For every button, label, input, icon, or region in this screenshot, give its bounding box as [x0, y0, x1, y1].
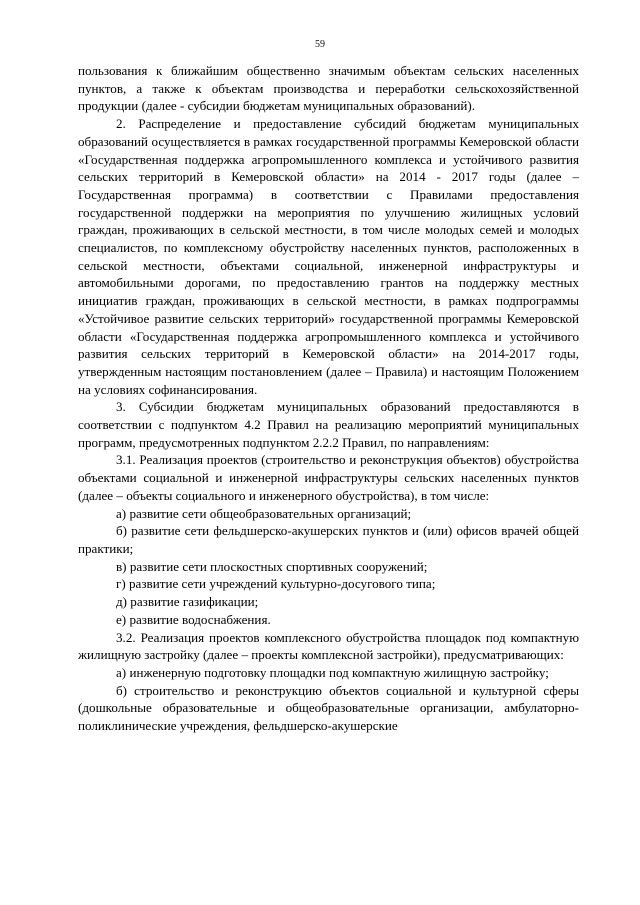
list-item-e: е) развитие водоснабжения. [116, 611, 271, 627]
list-item-a-engineering: а) инженерную подготовку площадки под компактную жилищную застройку; [116, 664, 549, 680]
paragraph-2-distribution: 2. Распределение и предоставление субсидий бюджетам муниципальных образований осуществляется в рамках государственной программы Кемеровской области «Государственная поддержка агропромышленного комплекса и устойчивого развития сельских территорий в Кемеровской области» на 2014 - 2017 годы (далее – Государственная программа) в соответствии с Правилами предоставления государственной поддержки на мероприятия по улучшению жилищных условий граждан, проживающих в сельской местности, в том числе молодых семей и молодых специалистов, по комплексному обустройству населенных пунктов, расположенных в сельской местности, объектами социальной, инженерной инфраструктуры и автомобильными дорогами, по предоставлению грантов на поддержку местных инициатив граждан, проживающих в сельской местности, в рамках подпрограммы «Устойчивое развитие сельских территорий» государственной программы Кемеровской области «Государственная поддержка агропромышленного комплекса и устойчивого развития сельских территорий в Кемеровской области» на 2014-2017 годы, утвержденным настоящим постановлением (далее – Правила) и настоящим Положением на условиях софинансирования. [78, 116, 579, 397]
paragraph-3-2-complex: 3.2. Реализация проектов комплексного обустройства площадок под компактную жилищную застройку (далее – проекты комплексной застройки), предусматривающих: [78, 629, 579, 663]
paragraph-3-subsidies: 3. Субсидии бюджетам муниципальных образований предоставляются в соответствии с подпунктом 4.2 Правил на реализацию мероприятий муниципальных программ, предусмотренных подпунктом 2.2.2 Правил, по направлениям: [78, 399, 579, 450]
paragraph-continuation: пользования к ближайшим общественно значимым объектам сельских населенных пунктов, а также к объектам производства и переработки сельскохозяйственной продукции (далее - субсидии бюджетам муниципальных образований). [78, 63, 579, 114]
list-item-g: г) развитие сети учреждений культурно-досугового типа; [116, 576, 436, 592]
list-item-b: б) развитие сети фельдшерско-акушерских пунктов и (или) офисов врачей общей практики; [78, 523, 579, 556]
document-body [78, 62, 579, 735]
list-item-a: а) развитие сети общеобразовательных организаций; [116, 505, 412, 521]
paragraph-3-1-projects: 3.1. Реализация проектов (строительство и реконструкция объектов) обустройства объектами социальной и инженерной инфраструктуры сельских населенных пунктов (далее – объекты социального и инженерного обустройства), в том числе: [78, 452, 579, 503]
list-item-b-construction: б) строительство и реконструкцию объектов социальной и культурной сферы (дошкольные образовательные и общеобразовательные организации, амбулаторно-поликлинические учреждения, фельдшерско-акушерские [78, 682, 579, 734]
list-item-d: д) развитие газификации; [116, 594, 259, 610]
list-item-v: в) развитие сети плоскостных спортивных сооружений; [116, 558, 428, 574]
page-number: 59 [315, 39, 325, 50]
